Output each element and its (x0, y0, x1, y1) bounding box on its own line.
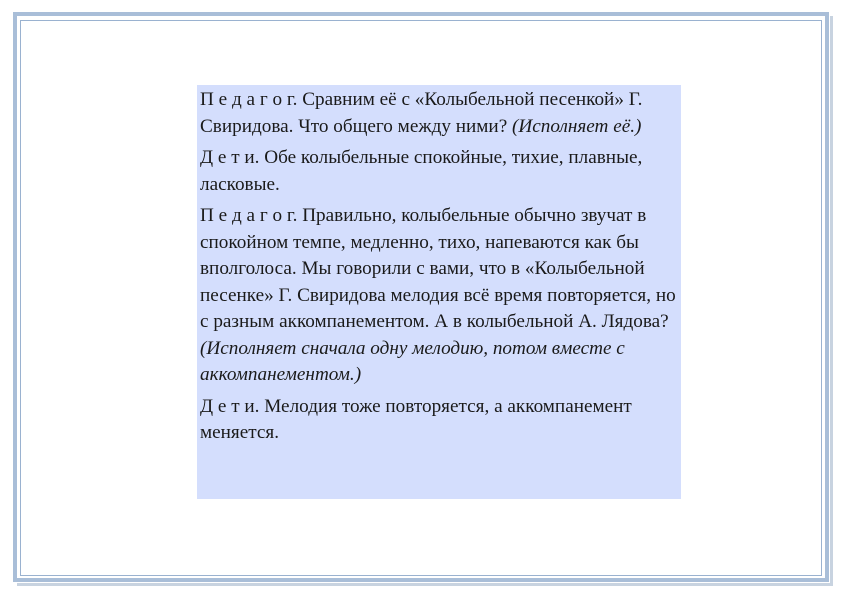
paragraph-text: Обе колыбельные спокойные, тихие, плавные, ласковые. (200, 147, 643, 195)
stage-note: (Исполняет её.) (512, 115, 642, 137)
dialogue-paragraph-children-2 (200, 394, 678, 447)
dialogue-paragraph-children-1 (200, 145, 678, 198)
paragraph-text: Сравним её с «Колыбельной песенкой» Г. Свиридова. Что общего между ними? (200, 89, 643, 137)
dialogue-text-box (197, 85, 681, 499)
speaker-label: Д е т и. (200, 147, 260, 168)
speaker-label: П е д а г о г. (200, 205, 298, 226)
dialogue-paragraph-teacher-1 (200, 87, 678, 140)
speaker-label: Д е т и. (200, 395, 260, 417)
stage-note: (Исполняет сначала одну мелодию, потом вместе с аккомпанементом.) (200, 337, 625, 385)
paragraph-text: Правильно, колыбельные обычно звучат в спокойном темпе, медленно, тихо, напеваются как бы вполголоса. Мы говорили с вами, что в «Колыбельной песенке» Г. Свиридова мелодия всё время повторяется, но с разным аккомпанементом. А в колыбельной А. Лядова? (200, 205, 676, 332)
dialogue-paragraph-teacher-2 (200, 203, 678, 389)
paragraph-text: Мелодия тоже повторяется, а аккомпанемент меняется. (200, 395, 632, 443)
speaker-label: П е д а г о г. (200, 89, 298, 110)
